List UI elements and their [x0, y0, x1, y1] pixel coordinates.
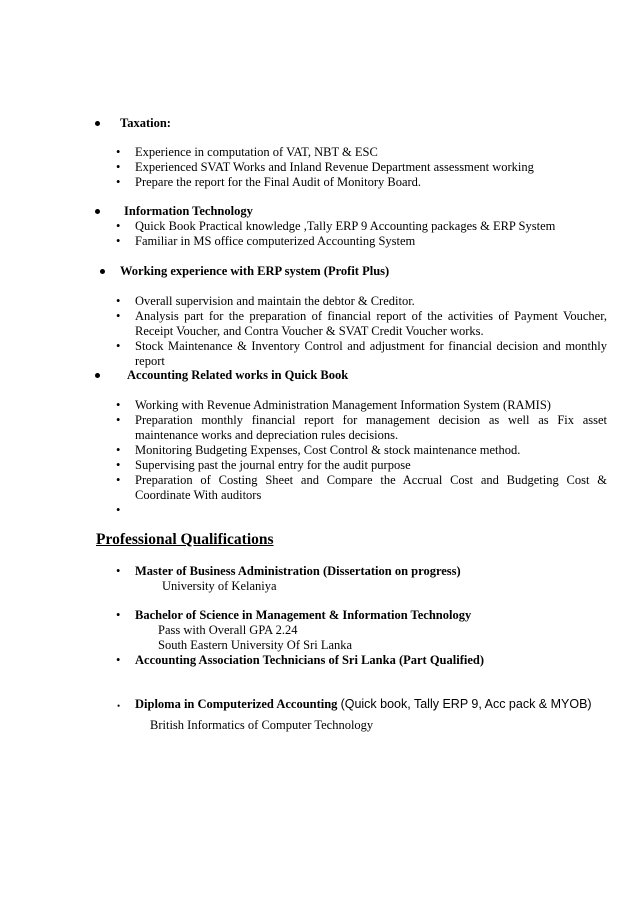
bullet-icon	[95, 121, 100, 126]
bullet-icon: •	[117, 701, 121, 711]
bullet-icon	[95, 373, 100, 378]
erp-item: Analysis part for the preparation of financial report of the activities of Payment Voucher, Receipt Voucher, and Contra Voucher & SVAT Credit Voucher works.	[135, 309, 607, 338]
mba-title: Master of Business Administration (Dissertation on progress)	[135, 564, 461, 578]
diploma-title: Diploma in Computerized Accounting	[135, 697, 338, 711]
bullet-icon: •	[116, 160, 121, 174]
erp-heading: Working experience with ERP system (Profit Plus)	[120, 264, 390, 278]
bsc-title: Bachelor of Science in Management & Information Technology	[135, 608, 472, 622]
diploma-institution: British Informatics of Computer Technology	[150, 718, 374, 732]
erp-item: Stock Maintenance & Inventory Control and adjustment for financial decision and monthly report	[135, 339, 607, 368]
bullet-icon: •	[116, 175, 121, 189]
bullet-icon: •	[116, 339, 121, 353]
bullet-icon: •	[116, 234, 121, 248]
qb-item: Preparation of Costing Sheet and Compare the Accrual Cost and Budgeting Cost & Coordinate With auditors	[135, 473, 607, 502]
diploma-line	[135, 697, 592, 712]
bsc-gpa: Pass with Overall GPA 2.24	[158, 623, 298, 637]
qb-item: Preparation monthly financial report for management decision as well as Fix asset maintenance works and depreciation rules decisions.	[135, 413, 607, 442]
it-heading: Information Technology	[124, 204, 253, 218]
bullet-icon: •	[116, 564, 121, 578]
qb-heading: Accounting Related works in Quick Book	[127, 368, 349, 382]
taxation-item: Prepare the report for the Final Audit of Monitory Board.	[135, 175, 422, 189]
qb-item: Monitoring Budgeting Expenses, Cost Control & stock maintenance method.	[135, 443, 521, 457]
bullet-icon: •	[116, 458, 121, 472]
qualifications-heading: Professional Qualifications	[96, 531, 274, 548]
bullet-icon: •	[116, 413, 121, 427]
taxation-item: Experienced SVAT Works and Inland Revenue Department assessment working	[135, 160, 534, 174]
qb-item: Supervising past the journal entry for the audit purpose	[135, 458, 411, 472]
it-item: Quick Book Practical knowledge ,Tally ERP 9 Accounting packages & ERP System	[135, 219, 556, 233]
mba-institution: University of Kelaniya	[162, 579, 277, 593]
bullet-icon: •	[116, 443, 121, 457]
bsc-institution: South Eastern University Of Sri Lanka	[158, 638, 353, 652]
bullet-icon: •	[116, 653, 121, 667]
bullet-icon: •	[116, 503, 121, 517]
taxation-item: Experience in computation of VAT, NBT & ESC	[135, 145, 378, 159]
bullet-icon: •	[116, 145, 121, 159]
taxation-heading: Taxation:	[120, 116, 171, 130]
bullet-icon	[100, 269, 105, 274]
bullet-icon: •	[116, 473, 121, 487]
bullet-icon: •	[116, 219, 121, 233]
aat-title: Accounting Association Technicians of Sri Lanka (Part Qualified)	[135, 653, 484, 667]
bullet-icon: •	[116, 294, 121, 308]
it-item: Familiar in MS office computerized Accounting System	[135, 234, 416, 248]
bullet-icon: •	[116, 309, 121, 323]
bullet-icon	[95, 209, 100, 214]
erp-item: Overall supervision and maintain the debtor & Creditor.	[135, 294, 415, 308]
diploma-detail: (Quick book, Tally ERP 9, Acc pack & MYOB)	[340, 697, 592, 711]
bullet-icon: •	[116, 398, 121, 412]
bullet-icon: •	[116, 608, 121, 622]
qb-item: Working with Revenue Administration Management Information System (RAMIS)	[135, 398, 551, 412]
